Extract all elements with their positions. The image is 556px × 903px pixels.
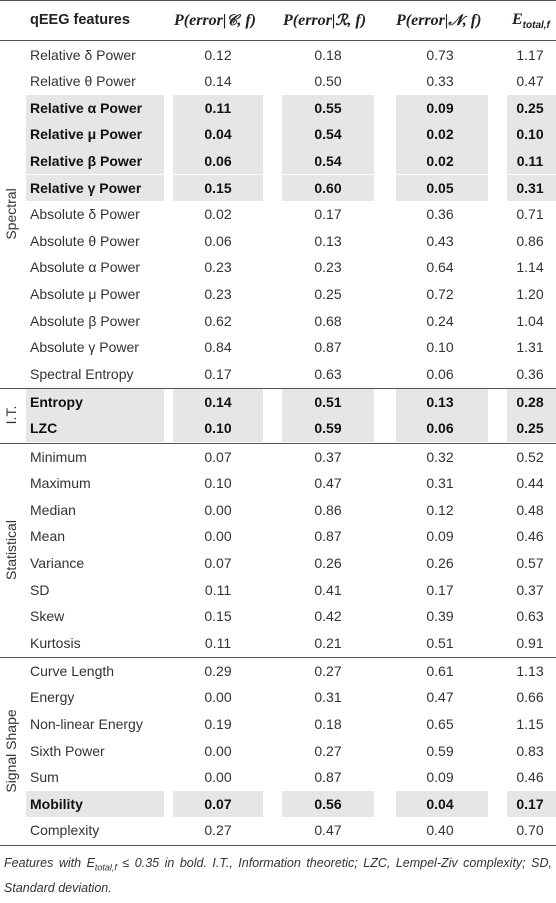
value-cell: 0.13 <box>426 393 454 410</box>
feature-name: Relative δ Power <box>30 46 136 63</box>
table-row <box>0 389 556 416</box>
value-cell: 0.04 <box>426 795 454 812</box>
value-cell: 0.50 <box>314 73 342 90</box>
value-cell: 0.19 <box>204 716 232 732</box>
feature-name: Absolute δ Power <box>30 206 140 223</box>
feature-name: Energy <box>30 689 75 706</box>
group-label: Spectral <box>3 188 19 241</box>
value-cell: 0.23 <box>204 285 232 302</box>
feature-name: Kurtosis <box>30 634 81 651</box>
value-cell: 0.21 <box>314 634 342 651</box>
feature-name: Non-linear Energy <box>30 716 143 732</box>
header-features: qEEG features <box>30 12 130 28</box>
feature-name: Complexity <box>30 822 100 839</box>
feature-name: SD <box>30 581 50 598</box>
value-cell: 0.72 <box>426 285 454 302</box>
value-cell: 0.02 <box>426 126 454 143</box>
value-cell: 0.66 <box>516 689 544 706</box>
table-row <box>0 603 556 630</box>
value-cell: 0.84 <box>204 339 232 356</box>
value-cell: 0.10 <box>204 475 232 492</box>
header-p-error-c: P(error|𝒞, f) <box>174 11 256 29</box>
value-cell: 0.47 <box>426 689 454 706</box>
value-cell: 0.86 <box>314 501 342 518</box>
value-cell: 0.51 <box>314 393 342 410</box>
top-rule <box>0 0 556 1</box>
table-row <box>0 95 556 122</box>
table-row <box>0 577 556 604</box>
feature-name: Minimum <box>30 448 87 465</box>
value-cell: 0.00 <box>204 689 232 706</box>
value-cell: 0.54 <box>314 126 342 143</box>
value-cell: 0.47 <box>314 822 342 839</box>
value-cell: 0.71 <box>516 206 544 223</box>
value-cell: 0.17 <box>516 795 544 812</box>
value-cell: 0.17 <box>204 365 232 382</box>
value-cell: 0.24 <box>426 312 454 329</box>
value-cell: 0.37 <box>314 448 342 465</box>
feature-name: LZC <box>30 420 58 437</box>
table-row <box>0 630 556 657</box>
feature-name: Entropy <box>30 393 83 410</box>
value-cell: 0.46 <box>516 528 544 545</box>
value-cell: 0.51 <box>426 634 454 651</box>
table-row <box>0 470 556 497</box>
group-rule <box>0 388 556 389</box>
value-cell: 0.32 <box>426 448 454 465</box>
group-label: Statistical <box>3 519 19 580</box>
table-footnote: Features with $E_{total,f} \le 0.35$ in bold. I.T., Information theoretic; LZC, Lempel-Ziv complexity; SD, Standard deviation. <box>4 856 552 895</box>
header-e-total: $E_{total,f}$ <box>512 11 550 31</box>
table-row <box>0 415 556 442</box>
value-cell: 0.41 <box>314 581 342 598</box>
value-cell: 0.14 <box>204 393 232 410</box>
value-cell: 0.62 <box>204 312 232 329</box>
value-cell: 0.09 <box>426 528 454 545</box>
value-cell: 0.56 <box>314 795 342 812</box>
feature-name: Spectral Entropy <box>30 365 134 382</box>
value-cell: 0.70 <box>516 822 544 839</box>
value-cell: 0.63 <box>516 608 544 625</box>
value-cell: 0.25 <box>314 285 342 302</box>
value-cell: 0.13 <box>314 232 342 249</box>
value-cell: 0.36 <box>516 365 544 382</box>
value-cell: 0.23 <box>204 259 232 276</box>
value-cell: 0.07 <box>204 554 232 571</box>
table-row <box>0 658 556 685</box>
value-cell: 0.09 <box>426 769 454 786</box>
value-cell: 0.00 <box>204 742 232 759</box>
table-row <box>0 121 556 148</box>
value-cell: 0.17 <box>314 206 342 223</box>
value-cell: 0.47 <box>314 475 342 492</box>
value-cell: 0.87 <box>314 339 342 356</box>
table-row <box>0 281 556 308</box>
value-cell: 0.54 <box>314 152 342 169</box>
table-row <box>0 550 556 577</box>
table-row <box>0 228 556 255</box>
table-row <box>0 684 556 711</box>
value-cell: 1.13 <box>516 662 544 679</box>
value-cell: 0.59 <box>314 420 342 437</box>
value-cell: 0.28 <box>516 393 544 410</box>
value-cell: 0.00 <box>204 501 232 518</box>
value-cell: 0.10 <box>204 420 232 437</box>
header-p-error-n: P(error|𝒩, f) <box>396 11 482 29</box>
value-cell: 0.31 <box>314 689 342 706</box>
value-cell: 0.31 <box>516 179 544 196</box>
value-cell: 1.15 <box>516 716 544 732</box>
value-cell: 0.31 <box>426 475 454 492</box>
feature-name: Absolute θ Power <box>30 232 140 249</box>
table-row <box>0 497 556 524</box>
feature-name: Sixth Power <box>30 742 105 759</box>
value-cell: 0.33 <box>426 73 454 90</box>
group-rule <box>0 443 556 444</box>
value-cell: 0.07 <box>204 795 232 812</box>
value-cell: 0.04 <box>204 126 232 143</box>
table-row <box>0 764 556 791</box>
table-row <box>0 308 556 335</box>
table-row <box>0 444 556 471</box>
feature-name: Relative γ Power <box>30 179 142 196</box>
value-cell: 0.12 <box>204 46 232 63</box>
value-cell: 0.87 <box>314 528 342 545</box>
value-cell: 0.73 <box>426 46 454 63</box>
value-cell: 0.27 <box>204 822 232 839</box>
value-cell: 0.83 <box>516 742 544 759</box>
table-row <box>0 175 556 202</box>
feature-name: Relative μ Power <box>30 126 143 143</box>
value-cell: 0.11 <box>204 581 232 598</box>
value-cell: 1.04 <box>516 312 544 329</box>
feature-name: Relative θ Power <box>30 73 136 90</box>
feature-name: Sum <box>30 769 59 786</box>
feature-name: Absolute μ Power <box>30 285 141 302</box>
value-cell: 0.47 <box>516 73 544 90</box>
value-cell: 0.42 <box>314 608 342 625</box>
value-cell: 0.18 <box>314 716 342 732</box>
table-row <box>0 334 556 361</box>
value-cell: 0.09 <box>426 99 454 116</box>
table-row <box>0 201 556 228</box>
value-cell: 1.14 <box>516 259 544 276</box>
value-cell: 0.27 <box>314 662 342 679</box>
table-row <box>0 42 556 69</box>
group-label: I.T. <box>3 406 19 425</box>
value-cell: 0.15 <box>204 179 232 196</box>
value-cell: 0.48 <box>516 501 544 518</box>
table-row <box>0 738 556 765</box>
table-row <box>0 523 556 550</box>
value-cell: 0.11 <box>516 152 544 169</box>
value-cell: 0.60 <box>314 179 342 196</box>
header-rule <box>0 40 556 41</box>
value-cell: 1.31 <box>516 339 544 356</box>
feature-name: Median <box>30 501 76 518</box>
table-row <box>0 711 556 738</box>
feature-name: Absolute β Power <box>30 312 140 329</box>
value-cell: 0.12 <box>426 501 454 518</box>
feature-name: Variance <box>30 554 85 571</box>
header-p-error-r: P(error|ℛ, f) <box>283 11 367 29</box>
value-cell: 0.61 <box>426 662 454 679</box>
value-cell: 0.11 <box>204 99 232 116</box>
value-cell: 0.63 <box>314 365 342 382</box>
value-cell: 0.18 <box>314 46 342 63</box>
value-cell: 0.27 <box>314 742 342 759</box>
value-cell: 0.00 <box>204 528 232 545</box>
value-cell: 0.86 <box>516 232 544 249</box>
value-cell: 0.52 <box>516 448 544 465</box>
table-row <box>0 68 556 95</box>
table-row <box>0 791 556 818</box>
value-cell: 0.17 <box>426 581 454 598</box>
value-cell: 0.65 <box>426 716 454 732</box>
value-cell: 0.37 <box>516 581 544 598</box>
value-cell: 0.46 <box>516 769 544 786</box>
value-cell: 0.43 <box>426 232 454 249</box>
value-cell: 0.02 <box>426 152 454 169</box>
value-cell: 0.07 <box>204 448 232 465</box>
value-cell: 0.59 <box>426 742 454 759</box>
value-cell: 0.55 <box>314 99 342 116</box>
value-cell: 0.39 <box>426 608 454 625</box>
value-cell: 0.10 <box>426 339 454 356</box>
table-header <box>0 0 556 40</box>
value-cell: 0.36 <box>426 206 454 223</box>
value-cell: 0.87 <box>314 769 342 786</box>
feature-name: Relative β Power <box>30 152 143 169</box>
table-row <box>0 361 556 388</box>
value-cell: 0.15 <box>204 608 232 625</box>
value-cell: 0.29 <box>204 662 232 679</box>
feature-name: Relative α Power <box>30 99 143 116</box>
value-cell: 1.20 <box>516 285 544 302</box>
value-cell: 0.06 <box>426 420 454 437</box>
value-cell: 0.14 <box>204 73 232 90</box>
feature-name: Mean <box>30 528 66 545</box>
feature-name: Skew <box>30 608 65 625</box>
value-cell: 0.25 <box>516 420 544 437</box>
value-cell: 0.11 <box>204 634 232 651</box>
value-cell: 0.00 <box>204 769 232 786</box>
feature-name: Mobility <box>30 795 83 812</box>
value-cell: 0.26 <box>314 554 342 571</box>
feature-name: Curve Length <box>30 662 115 679</box>
value-cell: 0.91 <box>516 634 544 651</box>
table-row <box>0 817 556 844</box>
value-cell: 0.64 <box>426 259 454 276</box>
value-cell: 0.06 <box>204 152 232 169</box>
value-cell: 0.23 <box>314 259 342 276</box>
value-cell: 0.57 <box>516 554 544 571</box>
value-cell: 0.06 <box>204 232 232 249</box>
value-cell: 0.05 <box>426 179 454 196</box>
group-rule <box>0 657 556 658</box>
value-cell: 0.40 <box>426 822 454 839</box>
value-cell: 0.44 <box>516 475 544 492</box>
value-cell: 0.10 <box>516 126 544 143</box>
feature-name: Maximum <box>30 475 91 492</box>
value-cell: 0.68 <box>314 312 342 329</box>
bottom-rule <box>0 845 556 846</box>
value-cell: 0.02 <box>204 206 232 223</box>
value-cell: 1.17 <box>516 46 544 63</box>
value-cell: 0.26 <box>426 554 454 571</box>
value-cell: 0.25 <box>516 99 544 116</box>
group-label: Signal Shape <box>3 709 19 793</box>
value-cell: 0.06 <box>426 365 454 382</box>
table-row <box>0 148 556 175</box>
table-row <box>0 254 556 281</box>
feature-name: Absolute γ Power <box>30 339 139 356</box>
feature-name: Absolute α Power <box>30 259 141 276</box>
